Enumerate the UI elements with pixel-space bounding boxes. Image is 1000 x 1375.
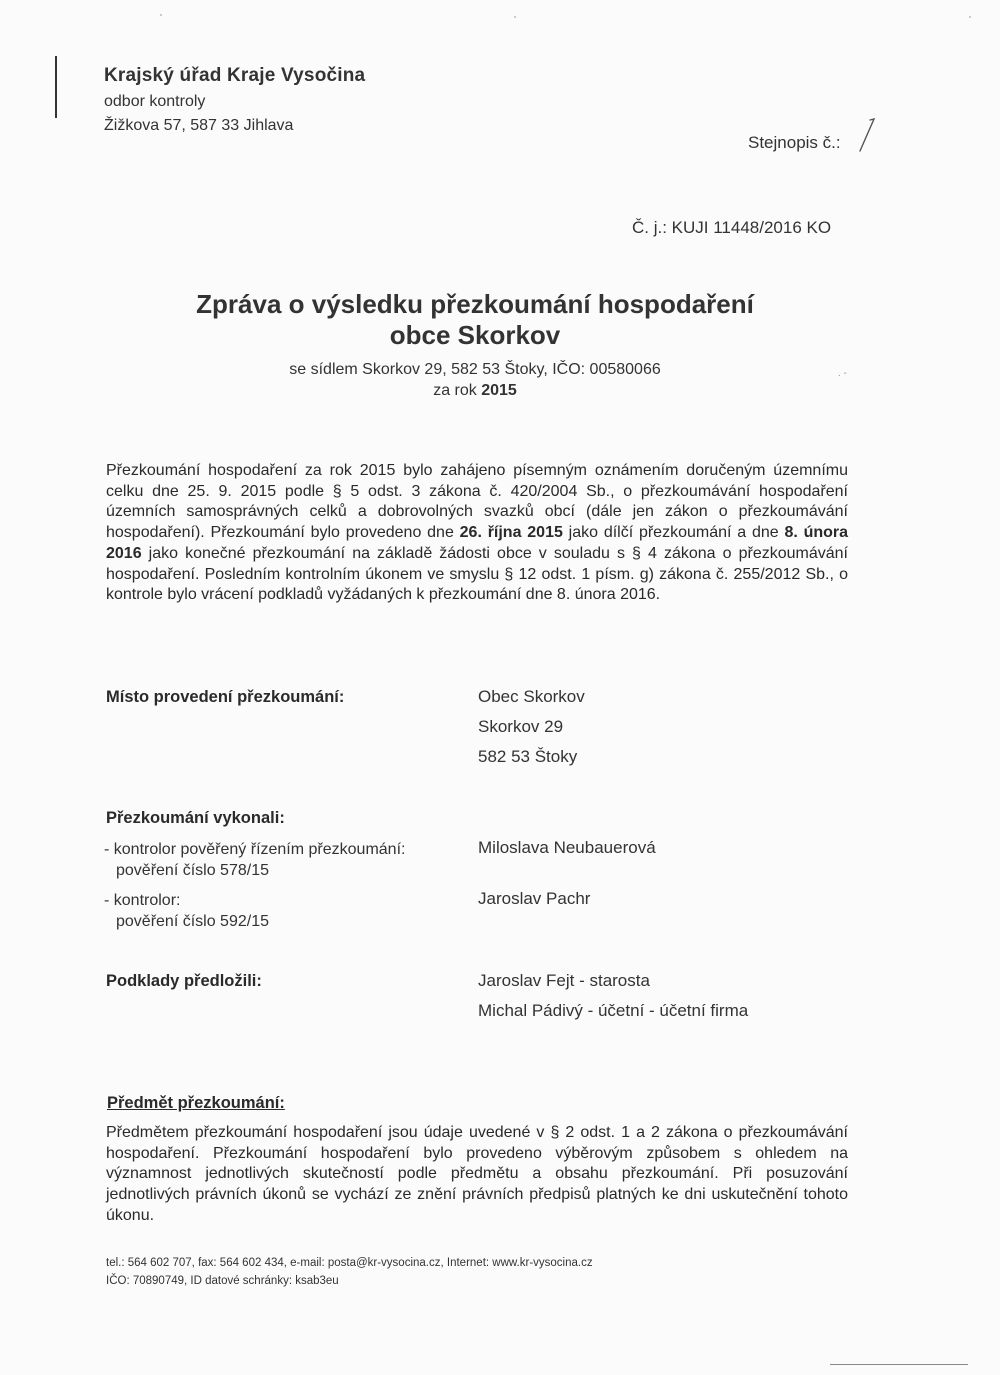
scan-speck	[969, 16, 971, 18]
reference-number: Č. j.: KUJI 11448/2016 KO	[632, 218, 832, 237]
municipality-seat: se sídlem Skorkov 29, 582 53 Štoky, IČO: 00580066	[289, 361, 661, 378]
handwritten-copy-number	[856, 118, 880, 154]
footer-ids: IČO: 70890749, ID datové schránky: ksab3eu	[106, 1275, 339, 1287]
submitter-line: Jaroslav Fejt - starosta	[478, 971, 650, 990]
submitted-label: Podklady předložili:	[106, 972, 262, 990]
role-text: - kontrolor pověřený řízením přezkoumání:	[104, 841, 406, 858]
report-year: za rok 2015	[433, 382, 517, 399]
performed-label: Přezkoumání vykonali:	[106, 809, 285, 827]
place-label: Místo provedení přezkoumání:	[106, 688, 345, 706]
inspector-name: Jaroslav Pachr	[478, 889, 591, 908]
intro-paragraph: Přezkoumání hospodaření za rok 2015 bylo zahájeno písemným oznámením doručeným územnímu celku dne 25. 9. 2015 podle § 5 odst. 3 zákona č. 420/2004 Sb., o přezkoumávání hospodaření územních samosprávných celků a dobrovolných svazků obcí (dále jen zákon o přezkoumávání hospodaření). Přezkoumání bylo provedeno dne 26. října 2015 jako dílčí přezkoumání a dne 8. února 2016 jako konečné přezkoumání na základě žádosti obce v souladu s § 4 zákona o přezkoumávání hospodaření. Posledním kontrolním úkonem ve smyslu § 12 odst. 1 písm. g) zákona č. 255/2012 Sb., o kontrole bylo vrácení podkladů vyžádaných k přezkoumání dne 8. února 2016.	[106, 462, 849, 604]
subject-heading: Předmět přezkoumání:	[107, 1094, 285, 1112]
place-line: Obec Skorkov	[478, 687, 585, 706]
place-line: 582 53 Štoky	[478, 747, 578, 766]
margin-line	[55, 56, 57, 118]
copy-number-label: Stejnopis č.:	[748, 133, 841, 152]
scan-artifact: . -	[838, 368, 847, 379]
scan-speck	[160, 14, 162, 16]
bottom-rule	[830, 1364, 968, 1365]
lead-inspector-role	[104, 839, 405, 881]
role-text: - kontrolor:	[104, 892, 181, 909]
scan-speck	[514, 16, 516, 18]
inspector-role	[104, 890, 269, 932]
authorization-number: pověření číslo 592/15	[116, 913, 269, 930]
footer-contacts: tel.: 564 602 707, fax: 564 602 434, e-mail: posta@kr-vysocina.cz, Internet: www.kr-vysocina.cz	[106, 1257, 593, 1269]
issuer-name: Krajský úřad Kraje Vysočina	[104, 65, 366, 86]
document-title-municipality: obce Skorkov	[389, 320, 561, 350]
issuer-department: odbor kontroly	[104, 93, 206, 110]
issuer-address: Žižkova 57, 587 33 Jihlava	[104, 117, 294, 134]
lead-inspector-name: Miloslava Neubauerová	[478, 838, 656, 857]
document-title: Zpráva o výsledku přezkoumání hospodaření	[196, 289, 754, 319]
subject-paragraph: Předmětem přezkoumání hospodaření jsou údaje uvedené v § 2 odst. 1 a 2 zákona o přezkoumávání hospodaření. Přezkoumání hospodaření bylo provedeno výběrovým způsobem s ohledem na významnost jednotlivých skutečností podle předmětu a obsahu přezkoumání. Při posuzování jednotlivých právních úkonů se vychází ze znění právních předpisů platných ke dni uskutečnění tohoto úkonu.	[106, 1124, 848, 1224]
submitter-line: Michal Pádivý - účetní - účetní firma	[478, 1001, 749, 1020]
authorization-number: pověření číslo 578/15	[116, 862, 269, 879]
place-line: Skorkov 29	[478, 717, 564, 736]
